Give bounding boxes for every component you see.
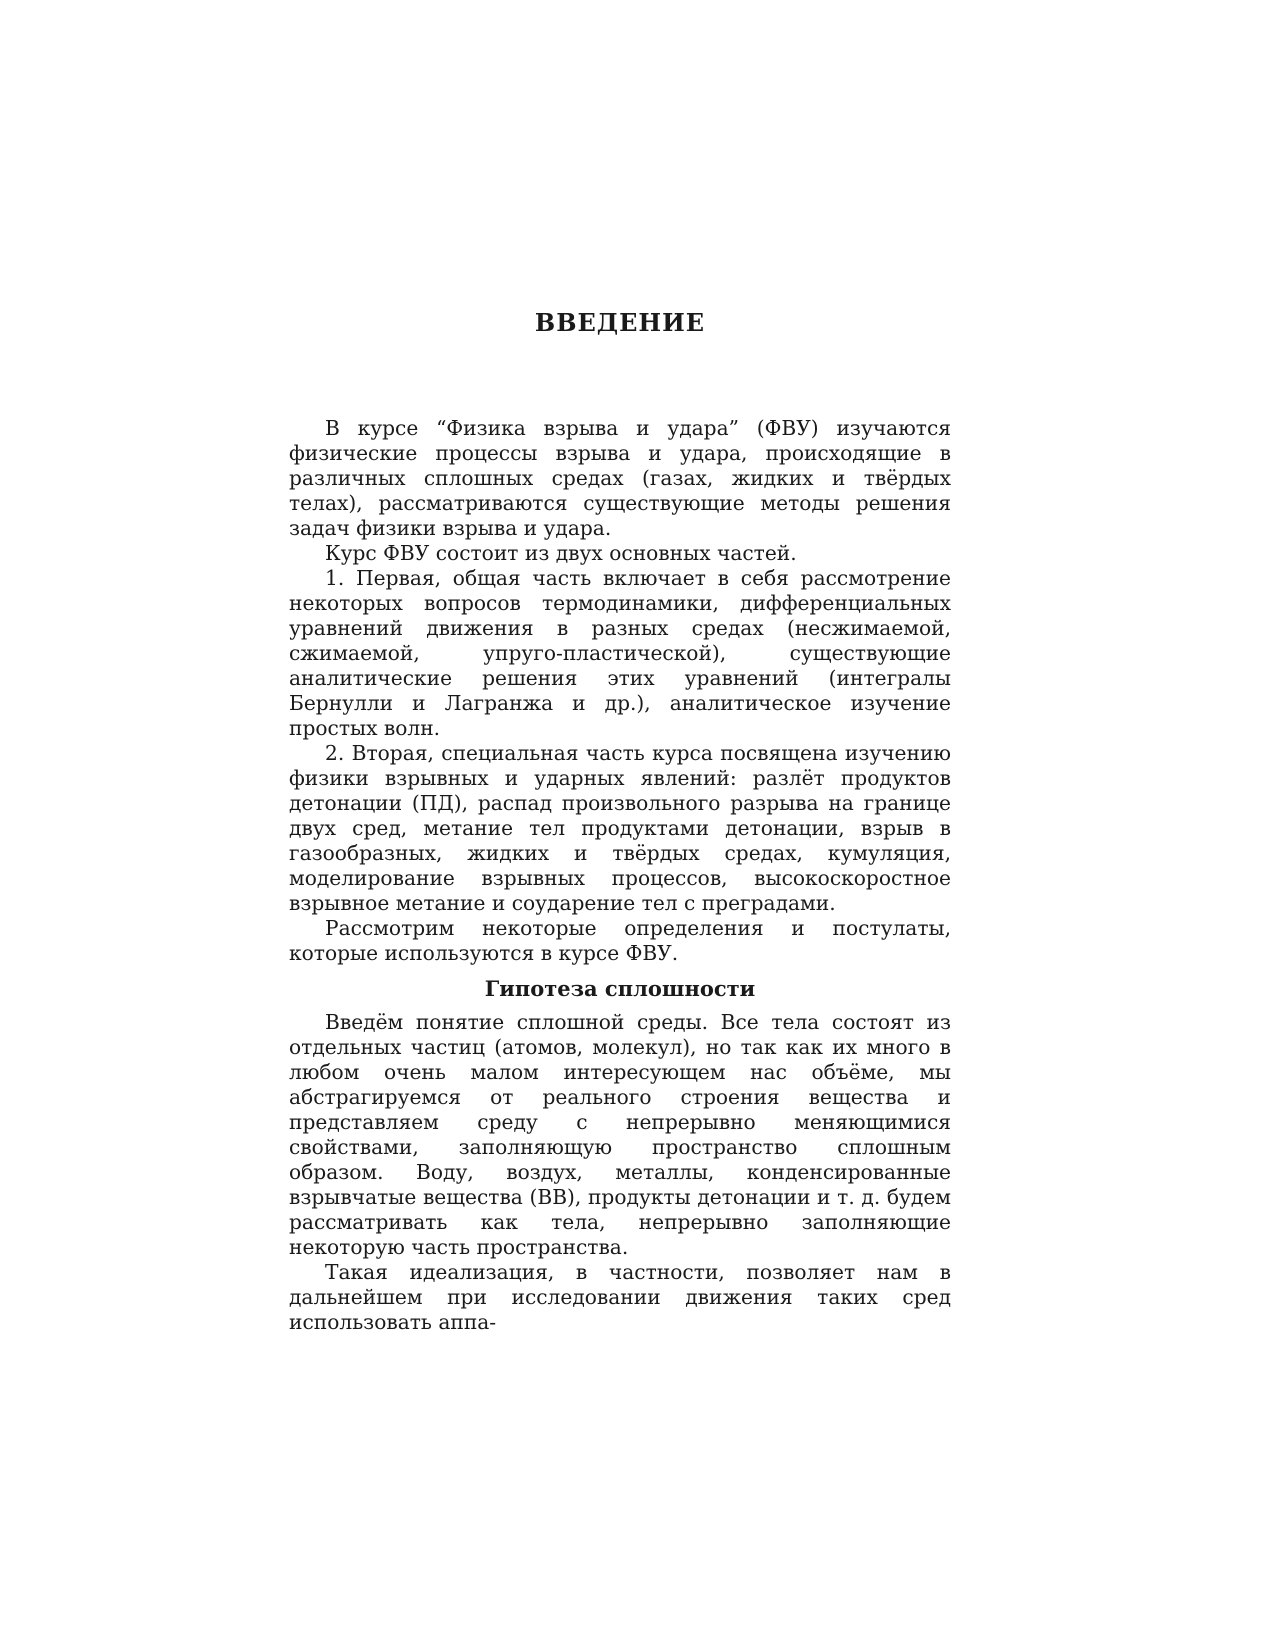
paragraph: Рассмотрим некоторые определения и постулаты, которые используются в курсе ФВУ. xyxy=(289,916,951,965)
paragraph: Такая идеализация, в частности, позволяет нам в дальнейшем при исследовании движения таких сред использовать аппа- xyxy=(289,1260,951,1334)
paragraph: 2. Вторая, специальная часть курса посвящена изучению физики взрывных и ударных явлений: разлёт продуктов детонации (ПД), распад произвольного разрыва на границе двух сред, метание тел продуктами детонации, взрыв в газообразных, жидких и твёрдых средах, кумуляция, моделирование взрывных процессов, высокоскоростное взрывное метание и соударение тел с преградами. xyxy=(289,741,951,915)
section-title: Гипотеза сплошности xyxy=(484,976,756,1001)
paragraph: 1. Первая, общая часть включает в себя рассмотрение некоторых вопросов термодинамики, дифференциальных уравнений движения в разных средах (несжимаемой, сжимаемой, упруго-пластической), существующие аналитические решения этих уравнений (интегралы Бернулли и Лагранжа и др.), аналитическое изучение простых волн. xyxy=(289,566,951,740)
introduction-body xyxy=(289,416,951,966)
paragraph: Курс ФВУ состоит из двух основных частей. xyxy=(325,541,797,565)
chapter-title: ВВЕДЕНИЕ xyxy=(534,308,706,337)
paragraph: Введём понятие сплошной среды. Все тела состоят из отдельных частиц (атомов, молекул), но так как их много в любом очень малом интересующем нас объёме, мы абстрагируемся от реального строения вещества и представляем среду с непрерывно меняющимися свойствами, заполняющую пространство сплошным образом. Воду, воздух, металлы, конденсированные взрывчатые вещества (ВВ), продукты детонации и т. д. будем рассматривать как тела, непрерывно заполняющие некоторую часть пространства. xyxy=(289,1010,951,1259)
section-body xyxy=(289,1010,951,1335)
paragraph: В курсе “Физика взрыва и удара” (ФВУ) изучаются физические процессы взрыва и удара, происходящие в различных сплошных средах (газах, жидких и твёрдых телах), рассматриваются существующие методы решения задач физики взрыва и удара. xyxy=(289,416,951,540)
